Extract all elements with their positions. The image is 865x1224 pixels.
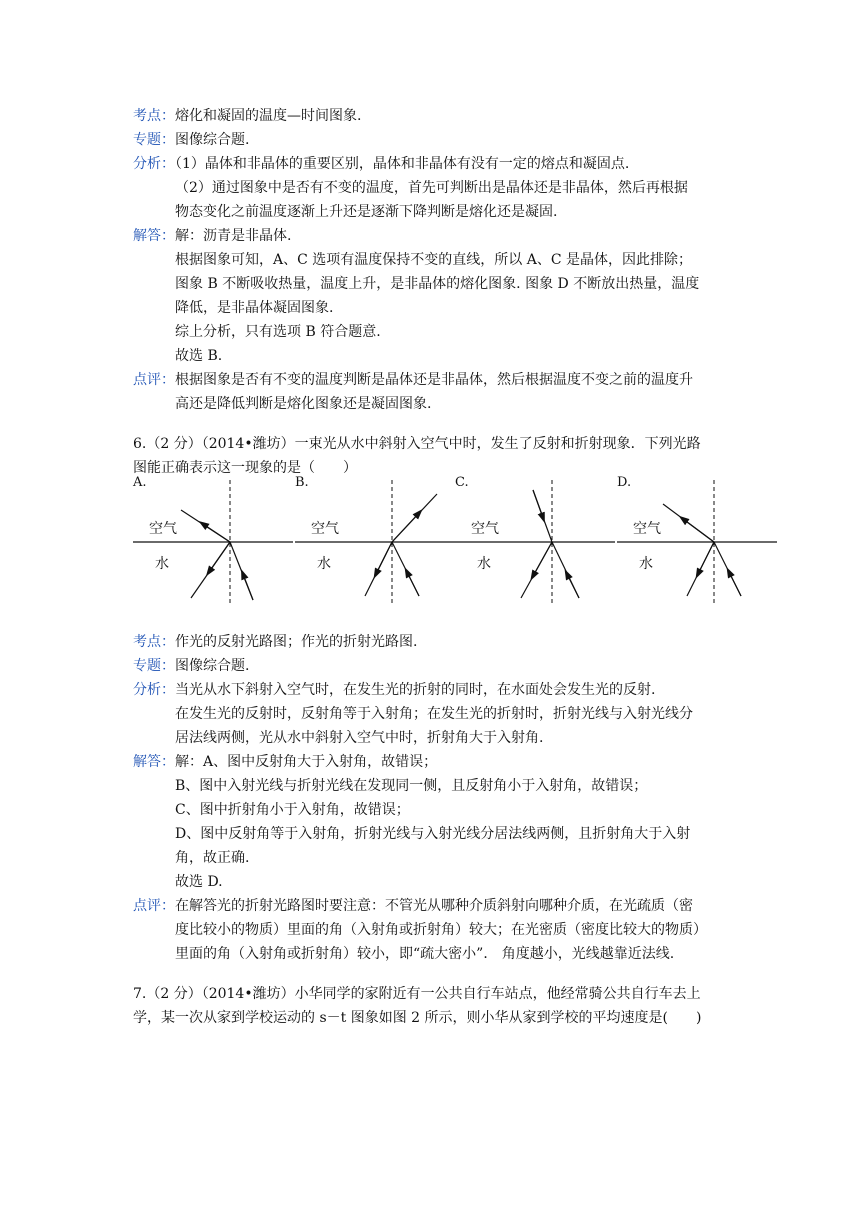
q6-stem: 6.（2 分）（2014•潍坊）一束光从水中斜射入空气中时，发生了反射和折射现象．下列光路	[133, 436, 701, 452]
jieda-line: 角，故正确.	[175, 850, 250, 866]
b1-zhuanti	[133, 131, 249, 149]
fenxi-line: （1）晶体和非晶体的重要区别，晶体和非晶体有没有一定的熔点和凝固点.	[175, 156, 630, 172]
b2-kaodian	[133, 633, 417, 651]
q7-stem: 学，某一次从家到学校运动的 s－t 图象如图 2 所示，则小华从家到学校的平均速度是( )	[133, 1010, 702, 1026]
jieda-line: 解：A、图中反射角大于入射角，故错误；	[175, 754, 438, 770]
fenxi-line: 居法线两侧，光从水中斜射入空气中时，折射角大于入射角.	[175, 730, 544, 746]
jieda-line: 图象 B 不断吸收热量，温度上升，是非晶体的熔化图象. 图象 D 不断放出热量，温度	[175, 276, 700, 292]
jieda-line: 综上分析，只有选项 B 符合题意.	[175, 324, 381, 340]
q6-stem: 图能正确表示这一现象的是（ ）	[133, 460, 357, 476]
option-a-label: A.	[133, 475, 147, 490]
q7-stem: 7.（2 分）（2014•潍坊）小华同学的家附近有一公共自行车站点，他经常骑公共自行车去上	[133, 986, 701, 1002]
diagram-d	[617, 480, 777, 605]
b2-fenxi	[133, 681, 655, 699]
zhuanti-label: 专题：	[133, 658, 175, 674]
b2-zhuanti	[133, 657, 249, 675]
water-label: 水	[477, 556, 491, 572]
b2-dianping	[133, 897, 693, 915]
zhuanti-label: 专题：	[133, 132, 175, 148]
air-label: 空气	[149, 521, 177, 537]
diagram-b	[295, 480, 455, 605]
jieda-label: 解答：	[133, 228, 175, 244]
dianping-label: 点评：	[133, 898, 175, 914]
dianping-label: 点评：	[133, 372, 175, 388]
b1-fenxi	[133, 155, 629, 173]
air-label: 空气	[471, 521, 499, 537]
b1-jieda	[133, 227, 291, 245]
dianping-line: 度比较小的物质）里面的角（入射角或折射角）较大；在光密质（密度比较大的物质）	[175, 922, 707, 938]
jieda-line: B、图中入射光线与折射光线在发现同一侧，且反射角小于入射角，故错误；	[175, 778, 648, 794]
kaodian-text: 熔化和凝固的温度—时间图象.	[175, 108, 362, 124]
fenxi-line: 物态变化之前温度逐渐上升还是逐渐下降判断是熔化还是凝固.	[175, 204, 558, 220]
fenxi-line: （2）通过图象中是否有不变的温度，首先可判断出是晶体还是非晶体，然后再根据	[175, 180, 688, 196]
water-label: 水	[155, 556, 169, 572]
b1-dianping	[133, 371, 693, 389]
fenxi-label: 分析：	[133, 682, 175, 698]
b1-kaodian	[133, 107, 361, 125]
water-label: 水	[317, 556, 331, 572]
dianping-line: 高还是降低判断是熔化图象还是凝固图象.	[175, 396, 432, 412]
b2-jieda	[133, 753, 437, 771]
dianping-line: 根据图象是否有不变的温度判断是晶体还是非晶体，然后根据温度不变之前的温度升	[175, 372, 693, 388]
water-label: 水	[639, 556, 653, 572]
diagram-c	[455, 480, 615, 605]
zhuanti-text: 图像综合题.	[175, 132, 250, 148]
fenxi-line: 在发生光的反射时，反射角等于入射角；在发生光的折射时，折射光线与入射光线分	[175, 706, 693, 722]
option-d-label: D.	[617, 475, 632, 490]
jieda-line: C、图中折射角小于入射角，故错误；	[175, 802, 410, 818]
jieda-line: 根据图象可知，A、C 选项有温度保持不变的直线，所以 A、C 是晶体，因此排除；	[175, 252, 692, 268]
kaodian-label: 考点：	[133, 108, 175, 124]
dianping-line: 在解答光的折射光路图时要注意：不管光从哪种介质斜射向哪种介质，在光疏质（密	[175, 898, 693, 914]
jieda-line: 故选 D.	[175, 874, 223, 890]
jieda-label: 解答：	[133, 754, 175, 770]
jieda-line: 故选 B.	[175, 348, 223, 364]
air-label: 空气	[311, 521, 339, 537]
air-label: 空气	[633, 521, 661, 537]
option-b-label: B.	[295, 475, 309, 490]
diagram-a	[133, 480, 293, 605]
jieda-line: D、图中反射角等于入射角，折射光线与入射光线分居法线两侧，且折射角大于入射	[175, 826, 691, 842]
dianping-line: 里面的角（入射角或折射角）较小，即“疏大密小”． 角度越小，光线越靠近法线.	[175, 946, 675, 962]
jieda-line: 解：沥青是非晶体.	[175, 228, 292, 244]
fenxi-label: 分析：	[133, 156, 175, 172]
fenxi-line: 当光从水下斜射入空气时，在发生光的折射的同时，在水面处会发生光的反射.	[175, 682, 656, 698]
zhuanti-text: 图像综合题.	[175, 658, 250, 674]
kaodian-label: 考点：	[133, 634, 175, 650]
option-c-label: C.	[455, 475, 469, 490]
kaodian-text: 作光的反射光路图；作光的折射光路图.	[175, 634, 418, 650]
jieda-line: 降低，是非晶体凝固图象.	[175, 300, 334, 316]
